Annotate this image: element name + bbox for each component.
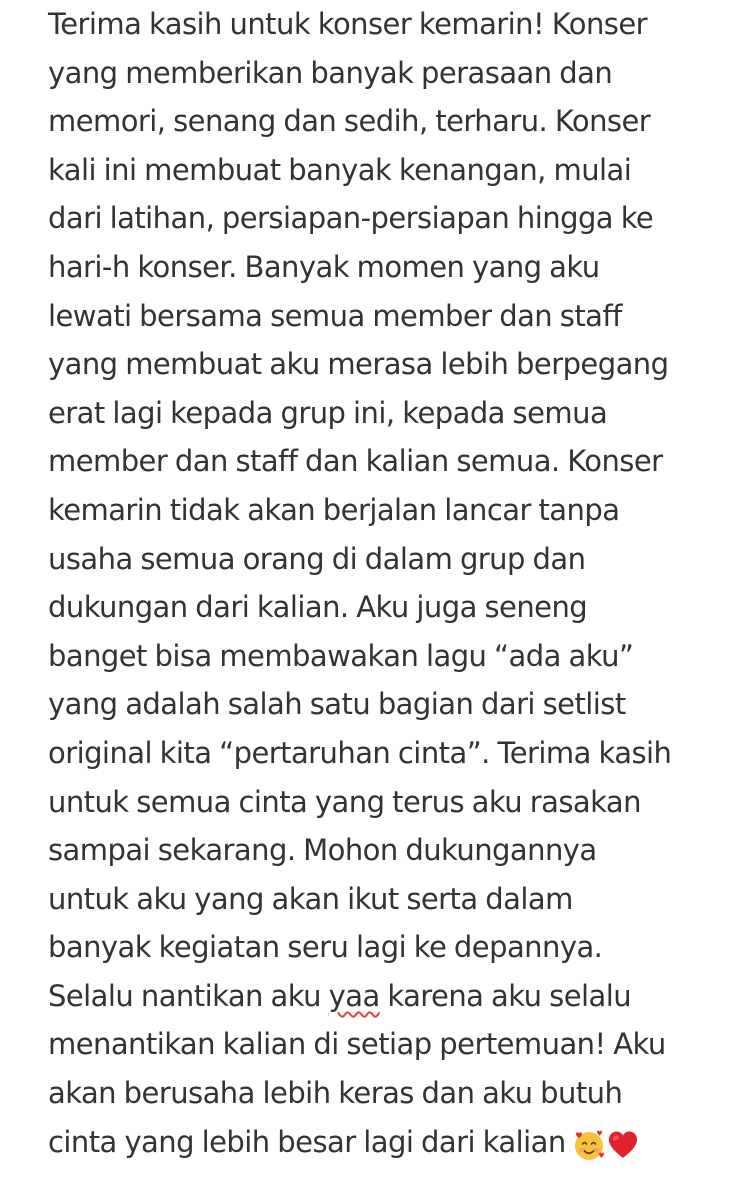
note-line: untuk semua cinta yang terus aku rasakan: [48, 784, 641, 819]
note-line: yang adalah salah satu bagian dari setlist: [48, 687, 626, 722]
note-line: sampai sekarang. Mohon dukungannya: [48, 833, 597, 868]
note-line: memori, senang dan sedih, terharu. Konser: [48, 104, 651, 139]
note-line: kali ini membuat banyak kenangan, mulai: [48, 152, 632, 187]
note-line: yang memberikan banyak perasaan dan: [48, 55, 613, 90]
misspelled-word[interactable]: yaa: [328, 978, 380, 1013]
line-text-start: Selalu nantikan aku: [48, 978, 329, 1013]
note-line: original kita “pertaruhan cinta”. Terima kasih: [48, 735, 672, 770]
note-line: dukungan dari kalian. Aku juga seneng: [48, 590, 588, 625]
line-text: cinta yang lebih besar lagi dari kalian: [48, 1124, 566, 1159]
smiling-face-with-hearts-icon: [572, 1128, 606, 1162]
red-heart-icon: [606, 1128, 640, 1162]
note-line: erat lagi kepada grup ini, kepada semua: [48, 395, 608, 430]
note-line: member dan staff dan kalian semua. Konser: [48, 444, 663, 479]
note-line: untuk aku yang akan ikut serta dalam: [48, 881, 573, 916]
note-line: kemarin tidak akan berjalan lancar tanpa: [48, 492, 620, 527]
note-line: menantikan kalian di setiap pertemuan! Aku: [48, 1027, 666, 1062]
note-line: hari-h konser. Banyak momen yang aku: [48, 249, 600, 284]
note-body[interactable]: [48, 0, 728, 1166]
note-line: lewati bersama semua member dan staff: [48, 298, 622, 333]
note-line: akan berusaha lebih keras dan aku butuh: [48, 1076, 623, 1111]
note-line: banget bisa membawakan lagu “ada aku”: [48, 638, 634, 673]
note-line: banyak kegiatan seru lagi ke depannya.: [48, 930, 603, 965]
note-line: Terima kasih untuk konser kemarin! Konser: [48, 7, 648, 41]
note-line: usaha semua orang di dalam grup dan: [48, 541, 586, 576]
note-line-spellcheck: [48, 972, 728, 1021]
note-line: dari latihan, persiapan-persiapan hingga ke: [48, 201, 654, 236]
line-text-end: karena aku selalu: [379, 978, 632, 1013]
note-line-final: [48, 1118, 728, 1167]
emoji-group: [572, 1119, 640, 1168]
note-line: yang membuat aku merasa lebih berpegang: [48, 347, 669, 382]
